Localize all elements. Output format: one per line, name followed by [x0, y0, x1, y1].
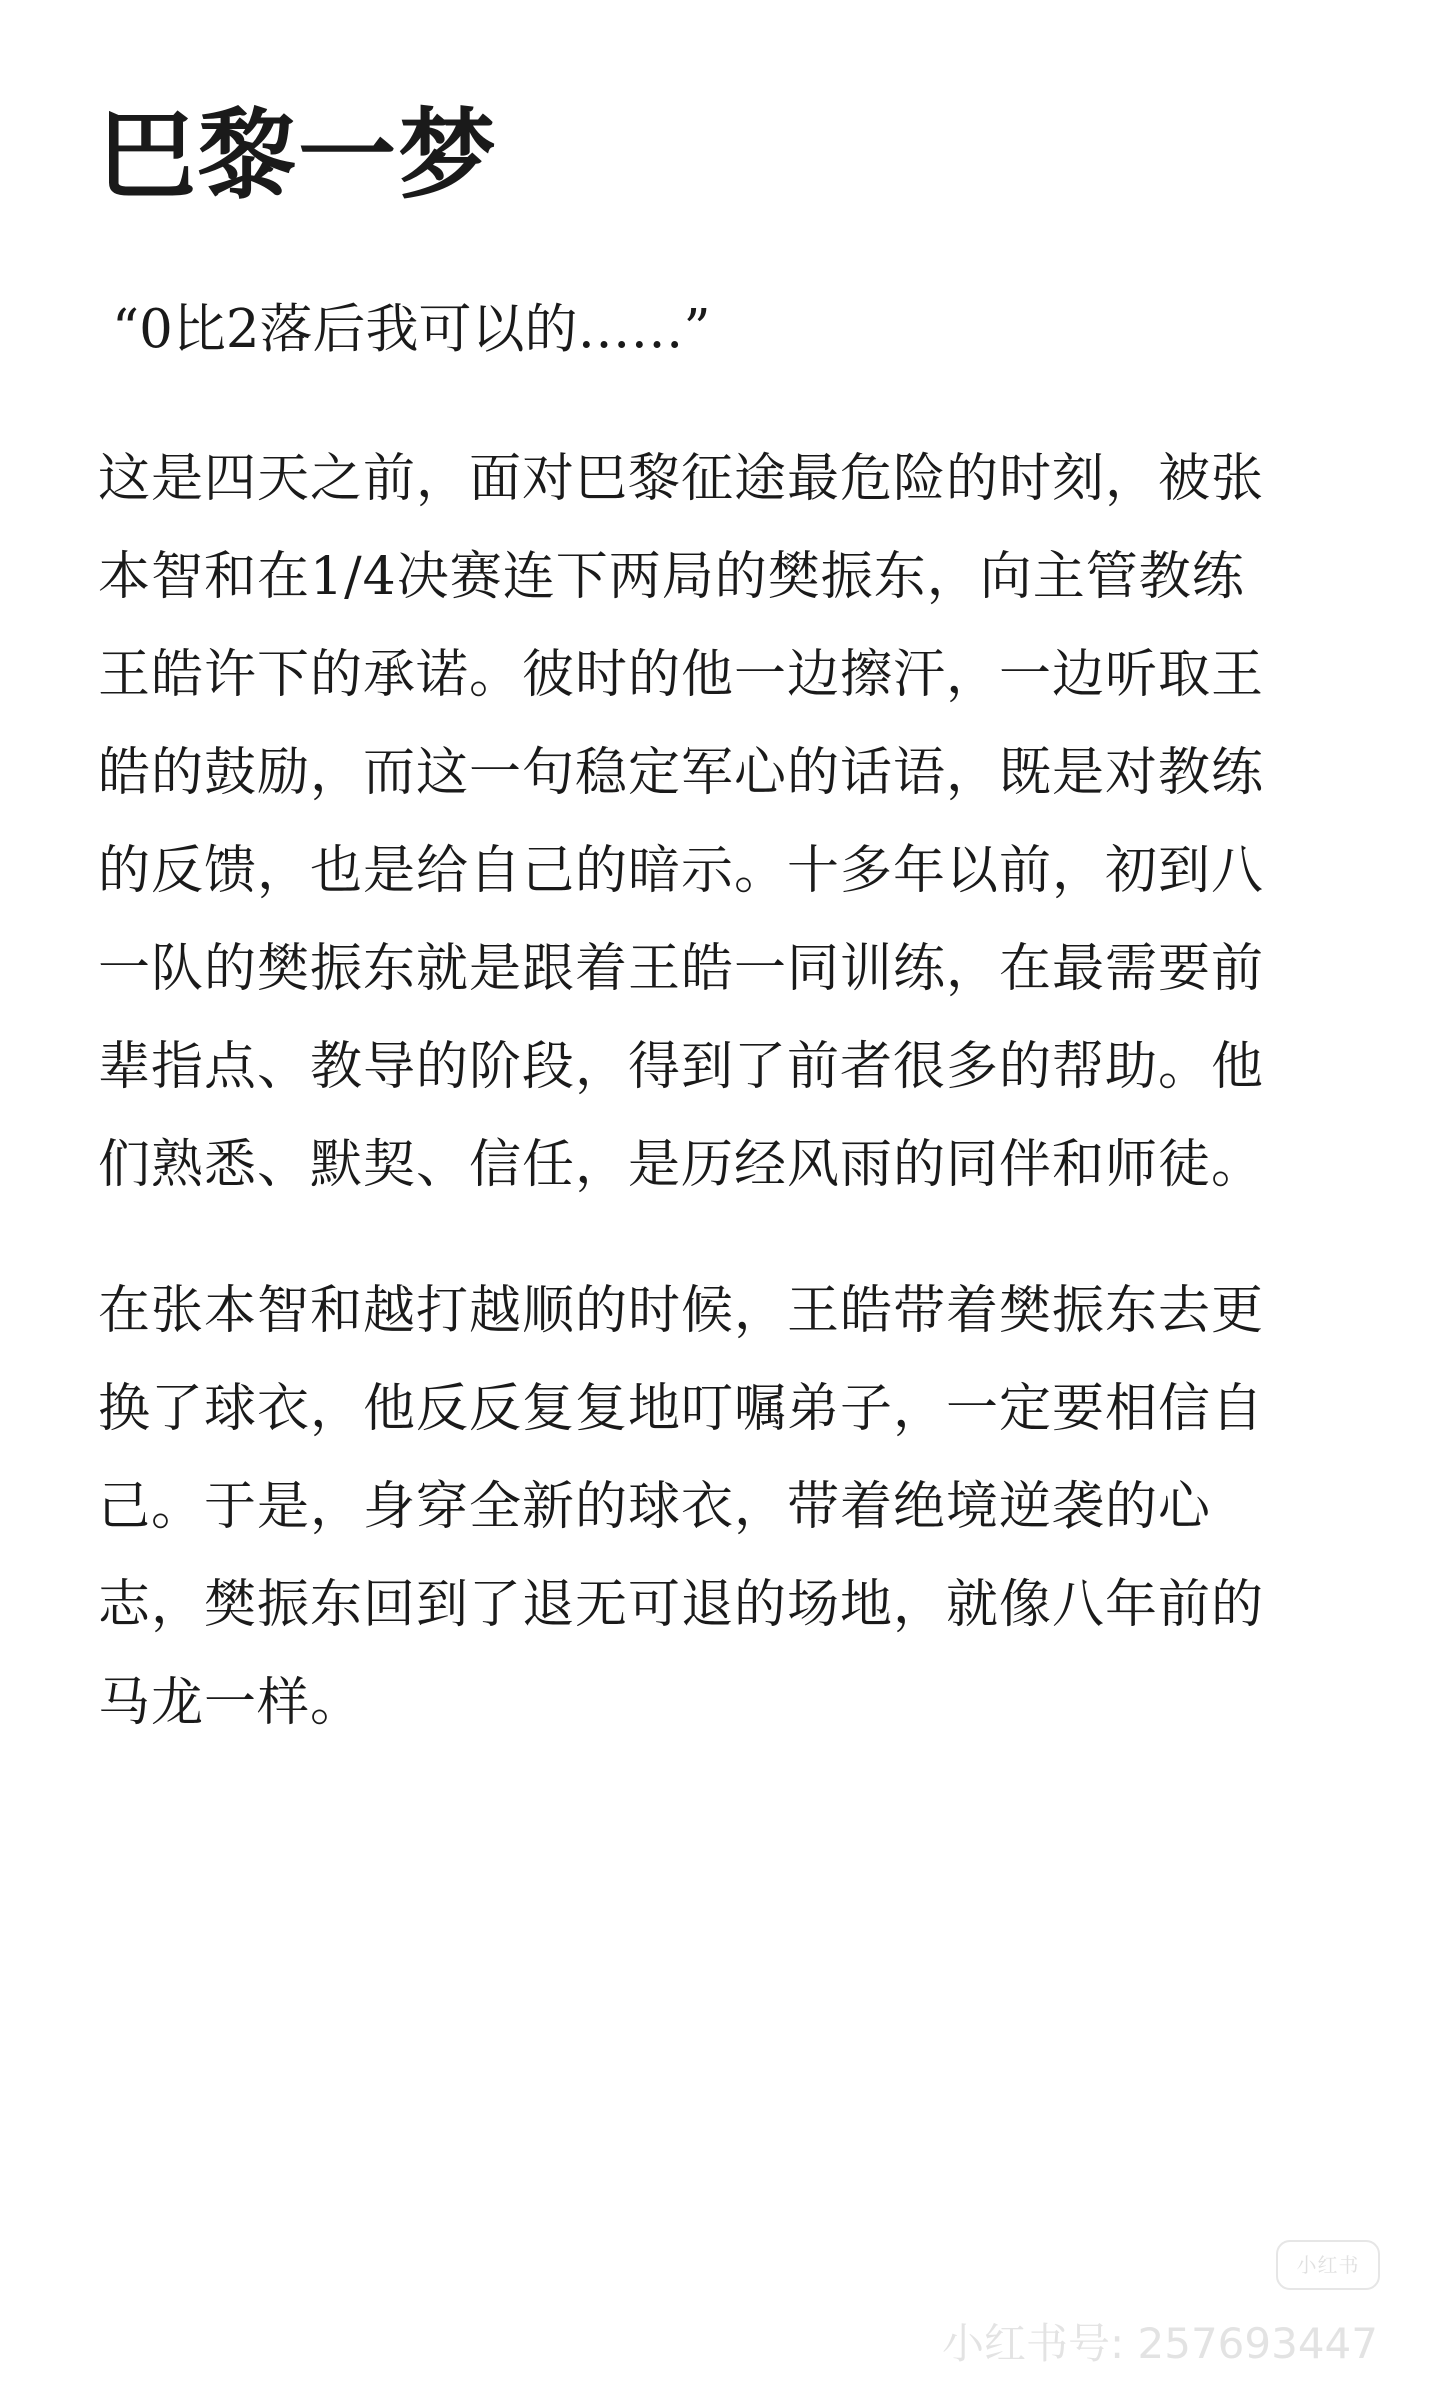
pull-quote: “0比2落后我可以的……”: [112, 299, 711, 360]
paragraph-line: 换了球衣，他反反复复地叮嘱弟子，一定要相信自: [98, 1379, 1265, 1439]
paragraph-1: [98, 430, 1334, 1214]
paragraph-line: 本智和在1/4决赛连下两局的樊振东，向主管教练: [98, 547, 1245, 607]
paragraph-line: 辈指点、教导的阶段，得到了前者很多的帮助。他: [98, 1037, 1265, 1097]
watermark-logo: 小红书: [1276, 2240, 1380, 2290]
paragraph-line: 志，樊振东回到了退无可退的场地，就像八年前的: [98, 1575, 1265, 1635]
paragraph-line: 己。于是，身穿全新的球衣，带着绝境逆袭的心: [98, 1477, 1212, 1537]
article-title: 巴黎一梦: [98, 98, 499, 213]
paragraph-line: 在张本智和越打越顺的时候，王皓带着樊振东去更: [98, 1281, 1265, 1341]
paragraph-line: 这是四天之前，面对巴黎征途最危险的时刻，被张: [98, 449, 1265, 509]
paragraph-2: [98, 1262, 1334, 1752]
paragraph-line: 马龙一样。: [98, 1673, 364, 1733]
watermark-id-text: 小红书号: 257693447: [942, 2319, 1378, 2368]
paragraph-line: 们熟悉、默契、信任，是历经风雨的同伴和师徒。: [98, 1135, 1265, 1195]
paragraph-line: 皓的鼓励，而这一句稳定军心的话语，既是对教练: [98, 743, 1265, 803]
paragraph-line: 一队的樊振东就是跟着王皓一同训练，在最需要前: [98, 939, 1265, 999]
paragraph-line: 的反馈，也是给自己的暗示。十多年以前，初到八: [98, 841, 1265, 901]
paragraph-line: 王皓许下的承诺。彼时的他一边擦汗，一边听取王: [98, 645, 1265, 705]
